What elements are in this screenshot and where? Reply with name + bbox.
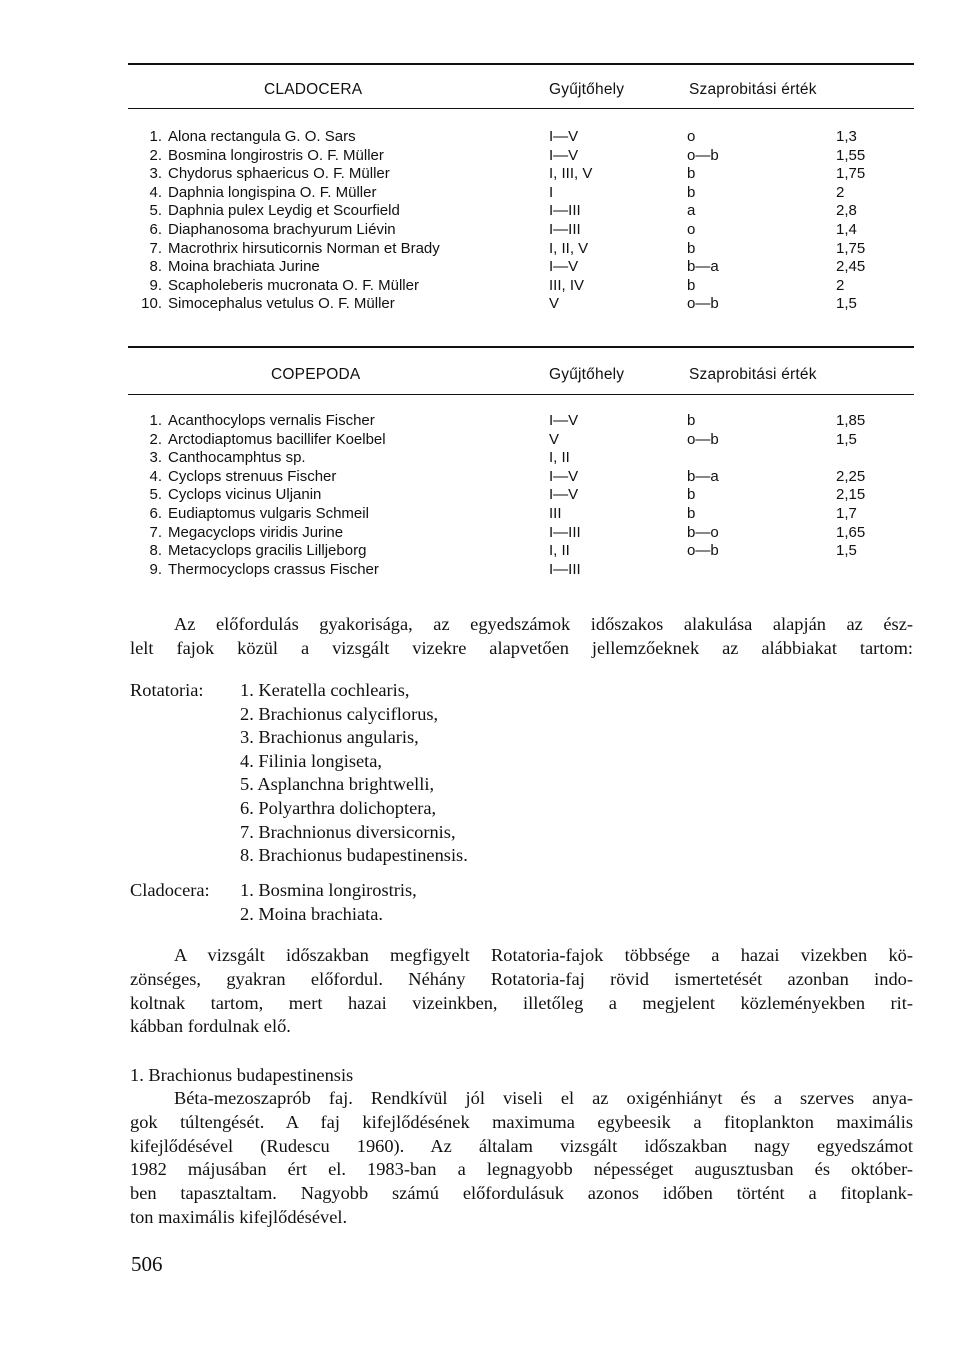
paragraph-rotatoria	[130, 944, 913, 1039]
saprobity-value: 2	[836, 276, 845, 294]
cladocera-header-rule	[128, 108, 914, 109]
cladocera-label: Cladocera:	[130, 880, 210, 900]
species-name: Acanthocylops vernalis Fischer	[168, 412, 375, 429]
saprobity-class: b	[687, 165, 696, 183]
saprobity-value: 1,7	[836, 504, 857, 522]
saprobity-class: b—a	[687, 467, 719, 485]
species-name: Daphnia longispina O. F. Müller	[168, 183, 377, 201]
paragraph-line: 1982 májusában ért el. 1983-ban a legnagyobb népességet augusztusban és október-	[130, 1159, 913, 1180]
list-item: 7. Brachnionus diversicornis,	[240, 821, 456, 842]
row-number: 7.	[149, 239, 162, 257]
row-number: 2.	[149, 430, 162, 448]
row-number: 4.	[149, 467, 162, 485]
copepoda-header-rule	[128, 394, 914, 395]
cladocera-title: CLADOCERA	[264, 81, 363, 98]
list-item: 2. Brachionus calyciflorus,	[240, 703, 439, 724]
saprobity-value: 1,5	[836, 542, 857, 560]
collection-site: I—V	[549, 128, 579, 145]
cladocera-list	[130, 880, 630, 930]
saprobity-value: 1,5	[836, 295, 857, 313]
species-name: Daphnia pulex Leydig et Scourfield	[168, 202, 400, 220]
list-item: 2. Moina brachiata.	[240, 903, 383, 924]
saprobity-class: b	[687, 412, 696, 429]
saprobity-value: 1,3	[836, 128, 857, 145]
paragraph-line: lelt fajok közül a vizsgált vizekre alapvetően jellemzőeknek az alábbiakat tartom:	[130, 637, 913, 658]
species-name: Metacyclops gracilis Lilljeborg	[168, 542, 367, 560]
list-item: 4. Filinia longiseta,	[240, 750, 383, 771]
saprobity-class: o	[687, 220, 696, 238]
collection-site: V	[549, 430, 560, 448]
collection-site: I	[549, 183, 554, 201]
species-name: Bosmina longirostris O. F. Müller	[168, 146, 384, 164]
list-item: 1. Keratella cochlearis,	[240, 680, 410, 700]
rotatoria-list	[130, 680, 630, 870]
row-number: 3.	[149, 449, 162, 467]
paragraph-line: ton maximális kifejlődésével.	[130, 1206, 348, 1227]
site-column-header: Gyűjtőhely	[549, 81, 625, 98]
paragraph-line: kábban fordulnak elő.	[130, 1016, 291, 1037]
saprobity-class: b—a	[687, 258, 719, 276]
species-name: Eudiaptomus vulgaris Schmeil	[168, 504, 369, 522]
collection-site: III, IV	[549, 276, 585, 294]
collection-site: I—III	[549, 202, 581, 220]
saprobity-class: a	[687, 202, 696, 220]
row-number: 5.	[149, 486, 162, 504]
collection-site: I—V	[549, 146, 579, 164]
top-rule-thick	[128, 63, 914, 65]
collection-site: I—III	[549, 560, 581, 578]
saprobity-class: b	[687, 504, 696, 522]
row-number: 8.	[149, 542, 162, 560]
saprobity-value: 1,65	[836, 523, 866, 541]
row-number: 5.	[149, 202, 162, 220]
species-name: Simocephalus vetulus O. F. Müller	[168, 295, 395, 313]
section-body	[130, 1087, 913, 1230]
copepoda-top-rule	[128, 346, 914, 348]
value-column-header: Szaprobitási érték	[689, 81, 817, 98]
saprobity-class: b	[687, 276, 696, 294]
saprobity-value: 1,75	[836, 239, 866, 257]
saprobity-class: o—b	[687, 295, 719, 313]
paragraph-line: gok túltengését. A faj kifejlődésének maximuma egybeesik a fitoplankton maximális	[130, 1111, 913, 1132]
species-name: Chydorus sphaericus O. F. Müller	[168, 165, 390, 183]
section-heading-text: 1. Brachionus budapestinensis	[130, 1065, 354, 1085]
saprobity-class: b	[687, 239, 696, 257]
row-number: 3.	[149, 165, 162, 183]
species-name: Diaphanosoma brachyurum Liévin	[168, 220, 396, 238]
row-number: 10.	[141, 295, 162, 313]
saprobity-value: 1,75	[836, 165, 866, 183]
saprobity-class: o—b	[687, 146, 719, 164]
collection-site: I, III, V	[549, 165, 593, 183]
saprobity-value: 2,45	[836, 258, 866, 276]
paragraph-line: ben tapasztaltam. Nagyobb számú előfordulásuk azonos időben történt a fitoplank-	[130, 1183, 913, 1204]
species-name: Thermocyclops crassus Fischer	[168, 560, 379, 578]
row-number: 1.	[149, 128, 162, 145]
paragraph-line: zönséges, gyakran előfordul. Néhány Rotatoria-faj rövid ismertetését azonban indo-	[130, 968, 913, 989]
species-name: Megacyclops viridis Jurine	[168, 523, 344, 541]
species-name: Cyclops vicinus Uljanin	[168, 486, 322, 504]
saprobity-class: b	[687, 486, 696, 504]
saprobity-class: b	[687, 183, 696, 201]
saprobity-class: o—b	[687, 542, 719, 560]
site-column-header: Gyűjtőhely	[549, 366, 625, 383]
saprobity-value: 2	[836, 183, 845, 201]
collection-site: I—V	[549, 486, 579, 504]
collection-site: III	[549, 504, 562, 522]
species-name: Moina brachiata Jurine	[168, 258, 320, 276]
section-heading	[130, 1064, 913, 1088]
species-name: Arctodiaptomus bacillifer Koelbel	[168, 430, 386, 448]
collection-site: I, II	[549, 449, 570, 467]
list-item: 1. Bosmina longirostris,	[240, 880, 417, 900]
row-number: 9.	[149, 276, 162, 294]
list-item: 6. Polyarthra dolichoptera,	[240, 798, 437, 818]
row-number: 9.	[149, 560, 162, 578]
species-name: Canthocamphtus sp.	[168, 449, 306, 467]
page-number: 506	[131, 1252, 163, 1276]
saprobity-class: o—b	[687, 430, 719, 448]
rotatoria-label: Rotatoria:	[130, 680, 204, 700]
saprobity-class: o	[687, 128, 696, 145]
list-item: 5. Asplanchna brightwelli,	[240, 774, 435, 795]
saprobity-value: 1,4	[836, 220, 857, 238]
saprobity-value: 1,5	[836, 430, 857, 448]
saprobity-value: 2,8	[836, 202, 857, 220]
paragraph-line: koltnak tartom, mert hazai vizeinkben, illetőleg a megjelent közleményekben rit-	[130, 992, 913, 1013]
collection-site: I—III	[549, 220, 581, 238]
collection-site: V	[549, 295, 560, 313]
species-name: Alona rectangula G. O. Sars	[168, 128, 356, 145]
saprobity-value: 2,25	[836, 467, 866, 485]
species-name: Macrothrix hirsuticornis Norman et Brady	[168, 239, 440, 257]
paragraph-line: Béta-mezoszaprób faj. Rendkívül jól viseli el az oxigénhiányt és a szerves anya-	[174, 1088, 913, 1108]
paragraph-line: kifejlődésével (Rudescu 1960). Az általam vizsgált időszakban nagy egyedszámot	[130, 1135, 913, 1156]
paragraph-line: A vizsgált időszakban megfigyelt Rotatoria-fajok többsége a hazai vizekben kö-	[174, 945, 913, 965]
row-number: 6.	[149, 504, 162, 522]
collection-site: I—V	[549, 412, 579, 429]
row-number: 8.	[149, 258, 162, 276]
species-name: Scapholeberis mucronata O. F. Müller	[168, 276, 419, 294]
list-item: 8. Brachionus budapestinensis.	[240, 845, 468, 866]
row-number: 6.	[149, 220, 162, 238]
saprobity-value: 2,15	[836, 486, 866, 504]
row-number: 2.	[149, 146, 162, 164]
paragraph-line: Az előfordulás gyakorisága, az egyedszámok időszakos alakulása alapján az ész-	[174, 614, 913, 634]
row-number: 4.	[149, 183, 162, 201]
value-column-header: Szaprobitási érték	[689, 366, 817, 383]
collection-site: I—III	[549, 523, 581, 541]
copepoda-title: COPEPODA	[271, 366, 361, 383]
row-number: 1.	[149, 412, 162, 429]
saprobity-value: 1,85	[836, 412, 866, 429]
list-item: 3. Brachionus angularis,	[240, 727, 419, 748]
collection-site: I—V	[549, 258, 579, 276]
collection-site: I, II	[549, 542, 570, 560]
collection-site: I, II, V	[549, 239, 589, 257]
saprobity-value: 1,55	[836, 146, 866, 164]
species-name: Cyclops strenuus Fischer	[168, 467, 337, 485]
row-number: 7.	[149, 523, 162, 541]
intro-paragraph	[130, 613, 913, 661]
saprobity-class: b—o	[687, 523, 719, 541]
collection-site: I—V	[549, 467, 579, 485]
